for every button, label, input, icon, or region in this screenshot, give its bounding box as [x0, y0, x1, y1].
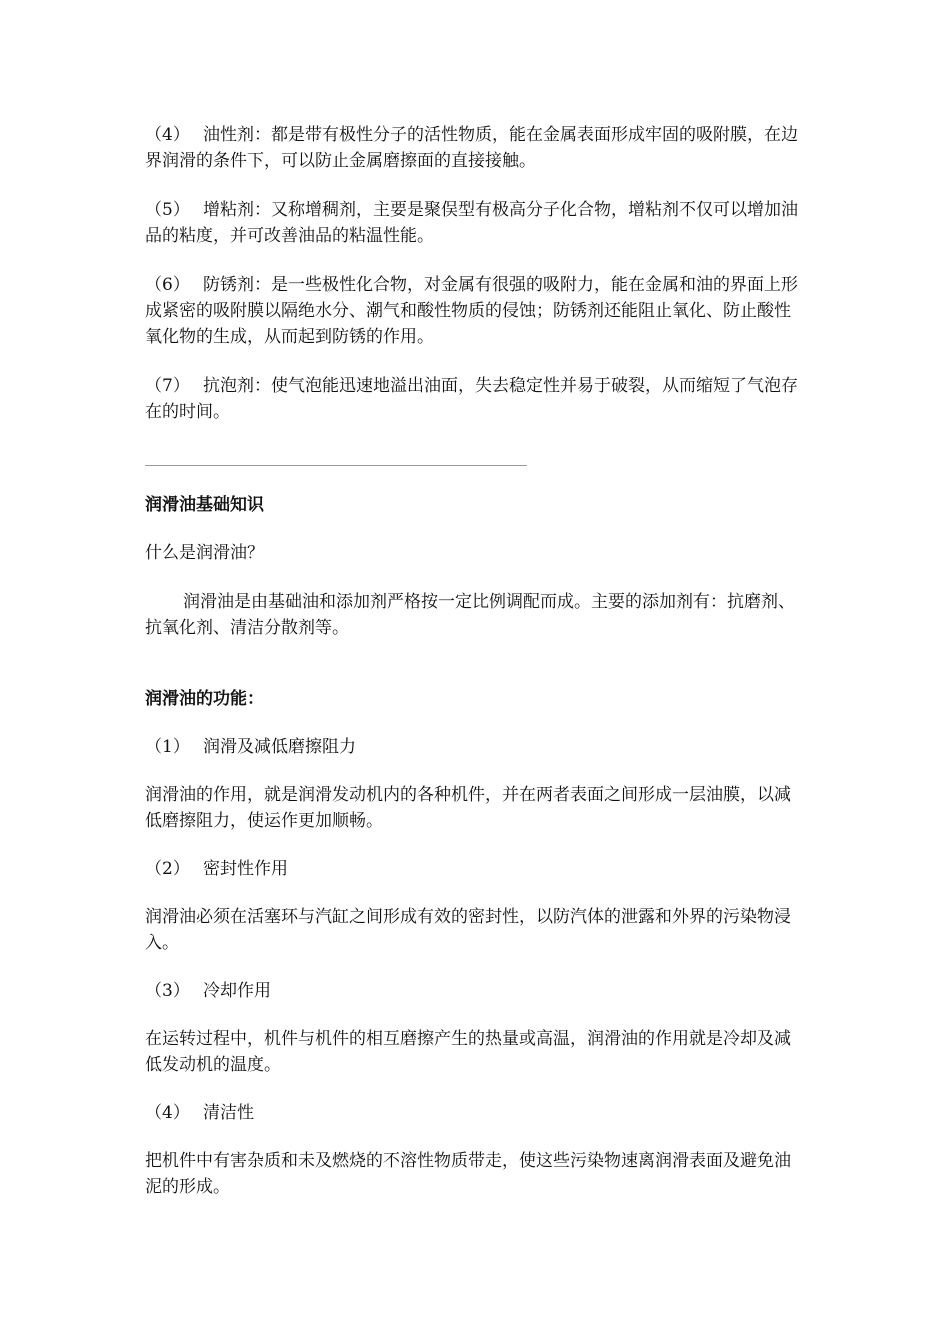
- document-page: [145, 122, 807, 1222]
- function-body-4: 把机件中有害杂质和未及燃烧的不溶性物质带走，使这些污染物速离润滑表面及避免油泥的形成。: [145, 1151, 791, 1197]
- item-text: 防锈剂：是一些极性化合物，对金属有很强的吸附力，能在金属和油的界面上形成紧密的吸附膜以隔绝水分、潮气和酸性物质的侵蚀；防锈剂还能阻止氧化、防止酸性氧化物的生成，从而起到防锈的作用。: [145, 275, 798, 347]
- answer-paragraph: 润滑油是由基础油和添加剂严格按一定比例调配而成。主要的添加剂有：抗磨剂、抗氧化剂、清洁分散剂等。: [145, 592, 795, 638]
- function-heading-2: [145, 856, 807, 882]
- function-body-3: 在运转过程中，机件与机件的相互磨擦产生的热量或高温，润滑油的作用就是冷却及减低发动机的温度。: [145, 1029, 791, 1075]
- function-number: （1）: [145, 737, 190, 757]
- item-number: （4）: [145, 125, 190, 145]
- item-number: （6）: [145, 275, 190, 295]
- function-number: （2）: [145, 859, 190, 879]
- section-divider: [145, 465, 527, 466]
- additive-item-6: [145, 272, 807, 350]
- item-number: （7）: [145, 376, 190, 396]
- function-number: （3）: [145, 981, 190, 1001]
- function-body-2: 润滑油必须在活塞环与汽缸之间形成有效的密封性，以防汽体的泄露和外界的污染物浸入。: [145, 907, 791, 953]
- additive-item-5: [145, 197, 807, 249]
- function-number: （4）: [145, 1103, 190, 1123]
- item-text: 抗泡剂：使气泡能迅速地溢出油面，失去稳定性并易于破裂，从而缩短了气泡存在的时间。: [145, 376, 798, 422]
- question-text: 什么是润滑油？: [145, 543, 264, 563]
- function-heading-1: [145, 734, 807, 760]
- function-label: 润滑及减低磨擦阻力: [203, 737, 356, 757]
- additive-item-7: [145, 373, 807, 425]
- function-heading-3: [145, 978, 807, 1004]
- functions-title: 润滑油的功能：: [145, 689, 264, 709]
- item-text: 油性剂：都是带有极性分子的活性物质，能在金属表面形成牢固的吸附膜，在边界润滑的条件下，可以防止金属磨擦面的直接接触。: [145, 125, 798, 171]
- function-body-1: 润滑油的作用，就是润滑发动机内的各种机件，并在两者表面之间形成一层油膜，以减低磨擦阻力，使运作更加顺畅。: [145, 785, 791, 831]
- section-title: 润滑油基础知识: [145, 495, 264, 515]
- item-text: 增粘剂：又称增稠剂，主要是聚俣型有极高分子化合物，增粘剂不仅可以增加油品的粘度，并可改善油品的粘温性能。: [145, 200, 798, 246]
- function-label: 冷却作用: [203, 981, 271, 1001]
- function-heading-4: [145, 1100, 807, 1126]
- item-number: （5）: [145, 200, 190, 220]
- additive-item-4: [145, 122, 807, 174]
- function-label: 清洁性: [203, 1103, 254, 1123]
- function-label: 密封性作用: [203, 859, 288, 879]
